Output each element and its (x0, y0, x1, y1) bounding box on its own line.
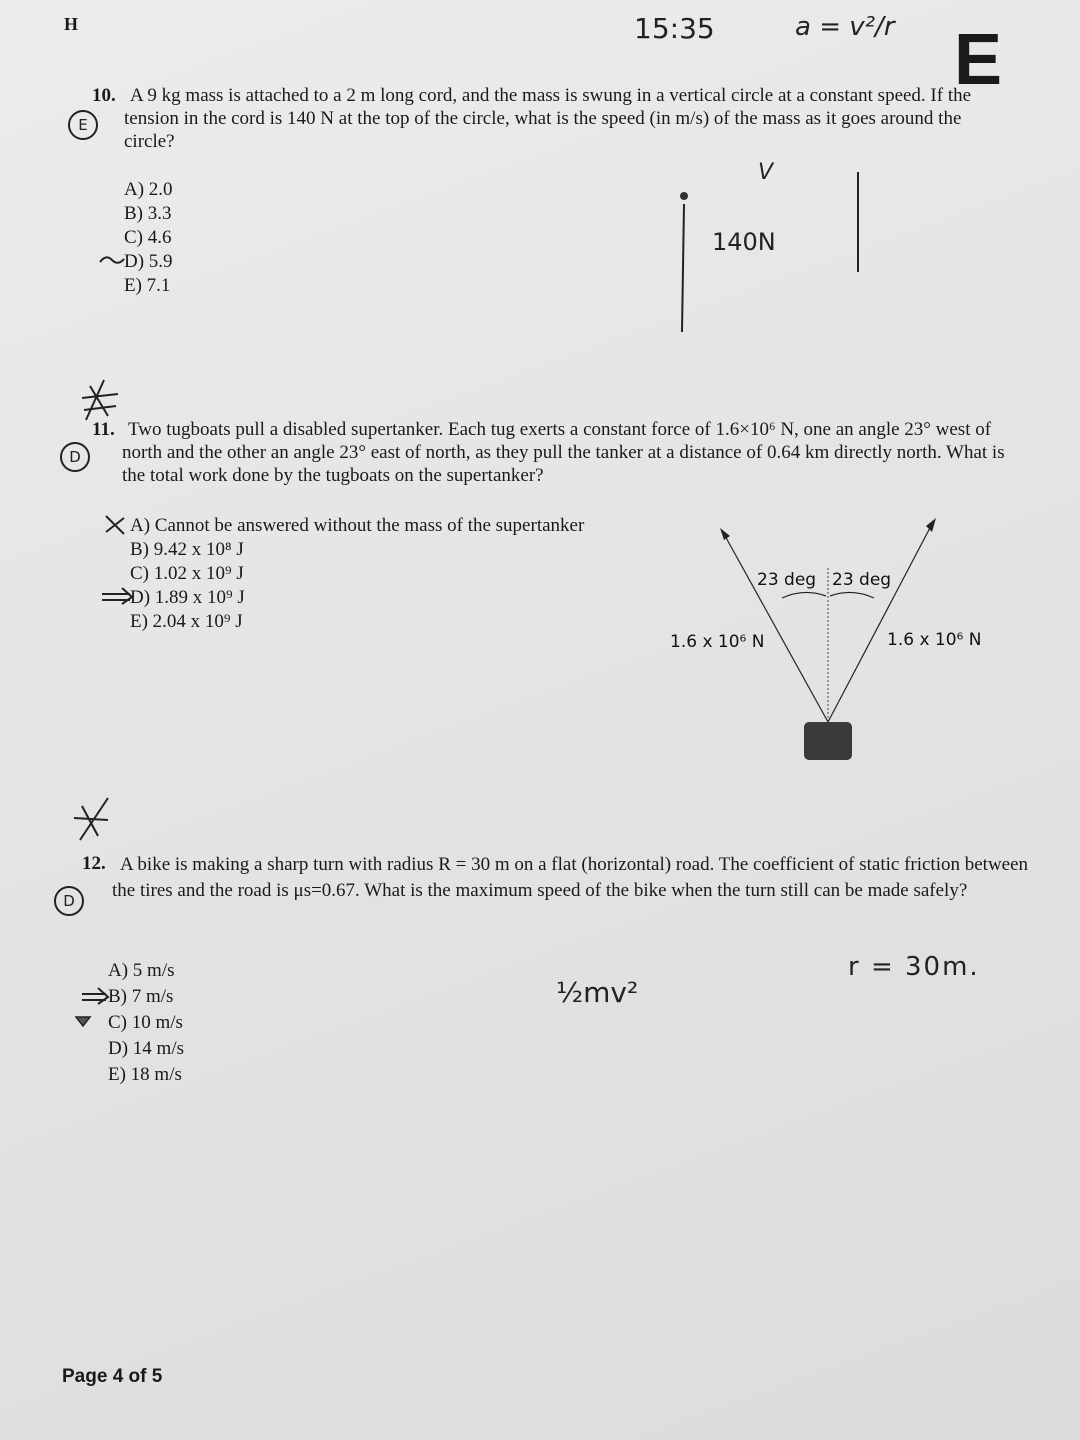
q11-choice-b[interactable]: B) 9.42 x 10⁸ J (130, 539, 244, 560)
q10-text: A 9 kg mass is attached to a 2 m long cord, and the mass is swung in a vertical circle at a constant speed. If the tension in the cord is 140 N at the top of the circle, what is the speed (in m/s) of the mass as it goes around the circle? (124, 85, 972, 152)
q10-note-v: V (758, 160, 774, 185)
q11-choice-c[interactable]: C) 1.02 x 10⁹ J (130, 563, 244, 584)
q11-selected-arrow (100, 586, 134, 606)
q11-answer-mark: D (60, 442, 90, 472)
corner-mark: H (64, 14, 79, 34)
q11-choices (130, 514, 584, 634)
q11-choice-a[interactable]: A) Cannot be answered without the mass of the supertanker (130, 515, 585, 536)
q11-angle-right: 23 deg (832, 570, 892, 590)
q12-choices (108, 958, 184, 1088)
q10-selected-tick (98, 250, 126, 270)
q11-force-right: 1.6 x 10⁶ N (887, 630, 982, 650)
q12-star-mark (68, 796, 114, 846)
q11-cross-mark (102, 512, 128, 538)
q11-angle-left: 23 deg (757, 570, 817, 590)
left-force-vector (724, 534, 828, 722)
q10-choice-d[interactable]: D) 5.9 (124, 251, 173, 272)
q12-number: 12. (82, 853, 106, 874)
q10-answer-mark: E (68, 110, 98, 140)
q11-choice-e[interactable]: E) 2.04 x 10⁹ J (130, 611, 243, 632)
big-letter: E (954, 20, 1003, 100)
q10-choice-a[interactable]: A) 2.0 (124, 179, 173, 200)
q11-force-left: 1.6 x 10⁶ N (670, 632, 765, 652)
q11-number: 11. (92, 419, 115, 440)
q12-scribble-mark (74, 1014, 92, 1028)
q12-text: A bike is making a sharp turn with radius R = 30 m on a flat (horizontal) road. The coefficient of static friction between the tires and the road is μs=0.67. What is the maximum speed of the bike when the turn still can be made safely? (112, 854, 1029, 901)
q10-number: 10. (92, 85, 116, 106)
q10-note-force: 140N (712, 228, 776, 256)
handwritten-time: 15:35 (634, 12, 715, 45)
page-number: Page 4 of 5 (62, 1366, 163, 1387)
q12-note-radius: r = 30m. (848, 952, 980, 982)
q10-choice-e[interactable]: E) 7.1 (124, 275, 171, 296)
q10-choice-b[interactable]: B) 3.3 (124, 203, 172, 224)
q10-choice-c[interactable]: C) 4.6 (124, 227, 172, 248)
q11-text: Two tugboats pull a disabled supertanker. Each tug exerts a constant force of 1.6×10⁶ N, one an angle 23° west of north and the other an angle 23° east of north, as they pull the tanker at a distance of 0.64 km directly north. What is the total work done by the tugboats on the supertanker? (122, 419, 1005, 486)
q12-choice-a[interactable]: A) 5 m/s (108, 960, 175, 981)
right-force-vector (828, 524, 932, 722)
q10-choices (124, 178, 173, 298)
q12-answer-mark: D (54, 886, 84, 916)
q12-choice-c[interactable]: C) 10 m/s (108, 1012, 183, 1033)
q12-choice-e[interactable]: E) 18 m/s (108, 1064, 182, 1085)
supertanker-box (804, 722, 852, 760)
handwritten-formula: a = v²/r (795, 12, 895, 42)
q12-note-ke: ½mv² (556, 976, 639, 1009)
q12-choice-b[interactable]: B) 7 m/s (108, 986, 174, 1007)
q12-selected-arrow (80, 986, 110, 1006)
q12-choice-d[interactable]: D) 14 m/s (108, 1038, 184, 1059)
q11-choice-d[interactable]: D) 1.89 x 10⁹ J (130, 587, 245, 608)
